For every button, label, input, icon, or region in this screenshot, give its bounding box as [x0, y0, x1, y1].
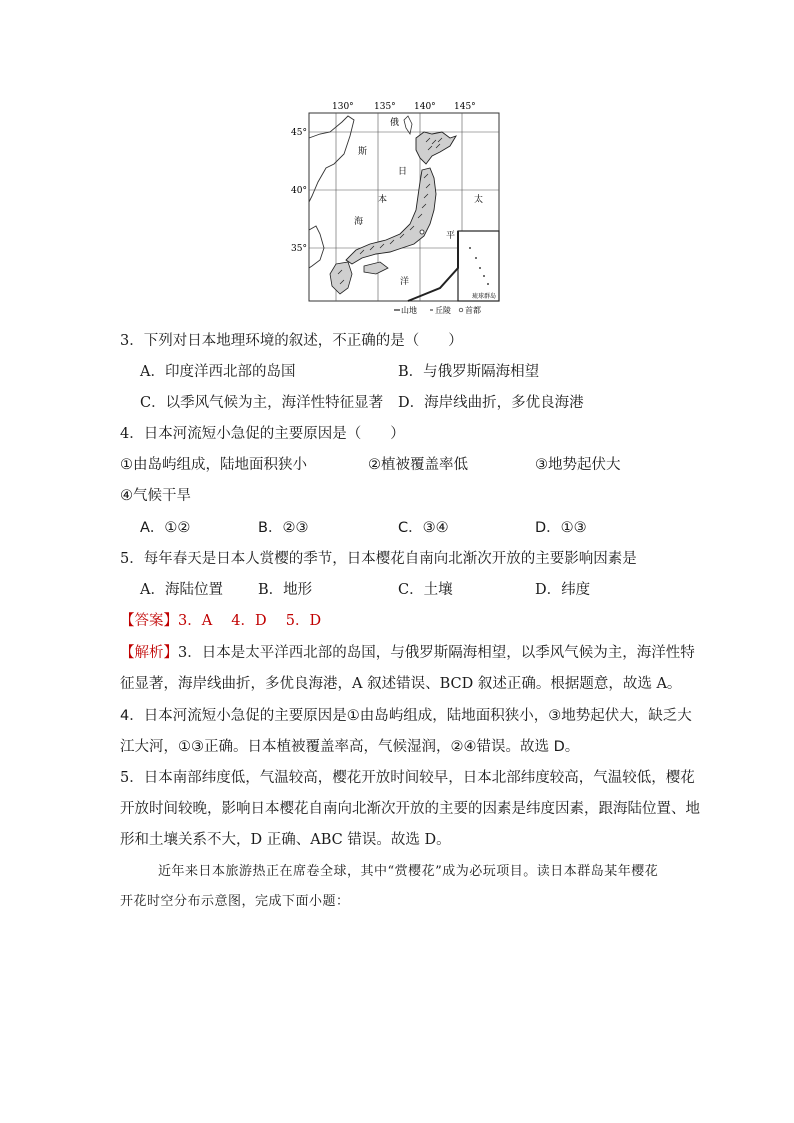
label-ping: 平: [446, 231, 456, 241]
label-tai: 太: [474, 195, 484, 205]
ryukyu-label: 琉球群岛: [472, 293, 497, 300]
label-hai: 海: [354, 217, 364, 227]
answer-block: [120, 611, 321, 631]
label-yang: 洋: [400, 277, 410, 287]
q4-stem: 4．日本河流短小急促的主要原因是（ ）: [120, 426, 405, 442]
lat-label-35: 35°: [291, 244, 307, 254]
q3-option-a: A．印度洋西北部的岛国: [140, 364, 296, 380]
lon-label-145: 145°: [454, 102, 476, 112]
q4-statement-4: ④气候干旱: [120, 488, 191, 504]
q4-option-b: B．②③: [258, 520, 309, 536]
analysis-line-1: [120, 643, 695, 663]
japan-map-svg: [290, 98, 502, 320]
lat-label-40: 40°: [291, 186, 307, 196]
analysis-label: 【解析】: [120, 645, 178, 661]
lon-label-140: 140°: [414, 102, 436, 112]
analysis-line-2: 征显著，海岸线曲折，多优良海港，A 叙述错误、BCD 叙述正确。根据题意，故选 A。: [120, 676, 682, 692]
lon-label-130: 130°: [332, 102, 354, 112]
q3-option-c: C．以季风气候为主，海洋性特征显著: [140, 395, 384, 411]
q4-option-a: A．①②: [140, 520, 191, 536]
label-ri: 日: [398, 167, 408, 177]
analysis-line-5: 5．日本南部纬度低，气温较高，樱花开放时间较早，日本北部纬度较高，气温较低，樱花: [120, 770, 695, 786]
q4-statement-2: ②植被覆盖率低: [368, 457, 468, 473]
japan-map-figure: [290, 98, 502, 320]
label-ben: 本: [378, 195, 388, 205]
legend-mountain: 山地: [401, 306, 417, 315]
q3-option-d: D．海岸线曲折，多优良海港: [398, 395, 584, 411]
analysis-line-7: 形和土壤关系不大，D 正确、ABC 错误。故选 D。: [120, 832, 451, 848]
analysis-line-6: 开放时间较晚，影响日本樱花自南向北渐次开放的主要的因素是纬度因素，跟海陆位置、地: [120, 801, 700, 817]
legend-hill: 丘陵: [435, 306, 451, 315]
q4-option-c: C．③④: [398, 520, 449, 536]
lon-label-135: 135°: [374, 102, 396, 112]
legend-capital: 首都: [465, 306, 481, 315]
q5-stem: 5．每年春天是日本人赏樱的季节，日本樱花自南向北渐次开放的主要影响因素是: [120, 551, 637, 567]
q4-option-d: D．①③: [535, 520, 587, 536]
q3-option-b: B．与俄罗斯隔海相望: [398, 364, 540, 380]
q4-statement-1: ①由岛屿组成，陆地面积狭小: [120, 457, 307, 473]
analysis-text-1: 3．日本是太平洋西北部的岛国，与俄罗斯隔海相望，以季风气候为主，海洋性特: [178, 645, 695, 661]
q5-option-a: A．海陆位置: [140, 582, 223, 598]
answer-text: 3．A 4．D 5．D: [178, 613, 322, 629]
label-si: 斯: [358, 147, 368, 157]
intro-line-1: 近年来日本旅游热正在席卷全球，其中“赏樱花”成为必玩项目。读日本群岛某年樱花: [158, 864, 659, 879]
lat-label-45: 45°: [291, 128, 307, 138]
q5-option-b: B．地形: [258, 582, 313, 598]
map-legend: [394, 305, 481, 315]
tokyo-capital-marker: [420, 230, 424, 234]
q3-stem: 3．下列对日本地理环境的叙述，不正确的是（ ）: [120, 333, 463, 349]
label-e: 俄: [390, 118, 400, 128]
ryukyu-inset-frame: [458, 231, 499, 301]
q5-option-c: C．土壤: [398, 582, 453, 598]
intro-line-2: 开花时空分布示意图，完成下面小题：: [120, 894, 350, 909]
q4-statement-3: ③地势起伏大: [535, 457, 621, 473]
analysis-line-4: 江大河，①③正确。日本植被覆盖率高，气候湿润，②④错误。故选 D。: [120, 739, 580, 755]
analysis-line-3: 4．日本河流短小急促的主要原因是①由岛屿组成，陆地面积狭小，③地势起伏大，缺乏大: [120, 708, 692, 724]
answer-label: 【答案】: [120, 613, 178, 629]
q5-option-d: D．纬度: [535, 582, 591, 598]
